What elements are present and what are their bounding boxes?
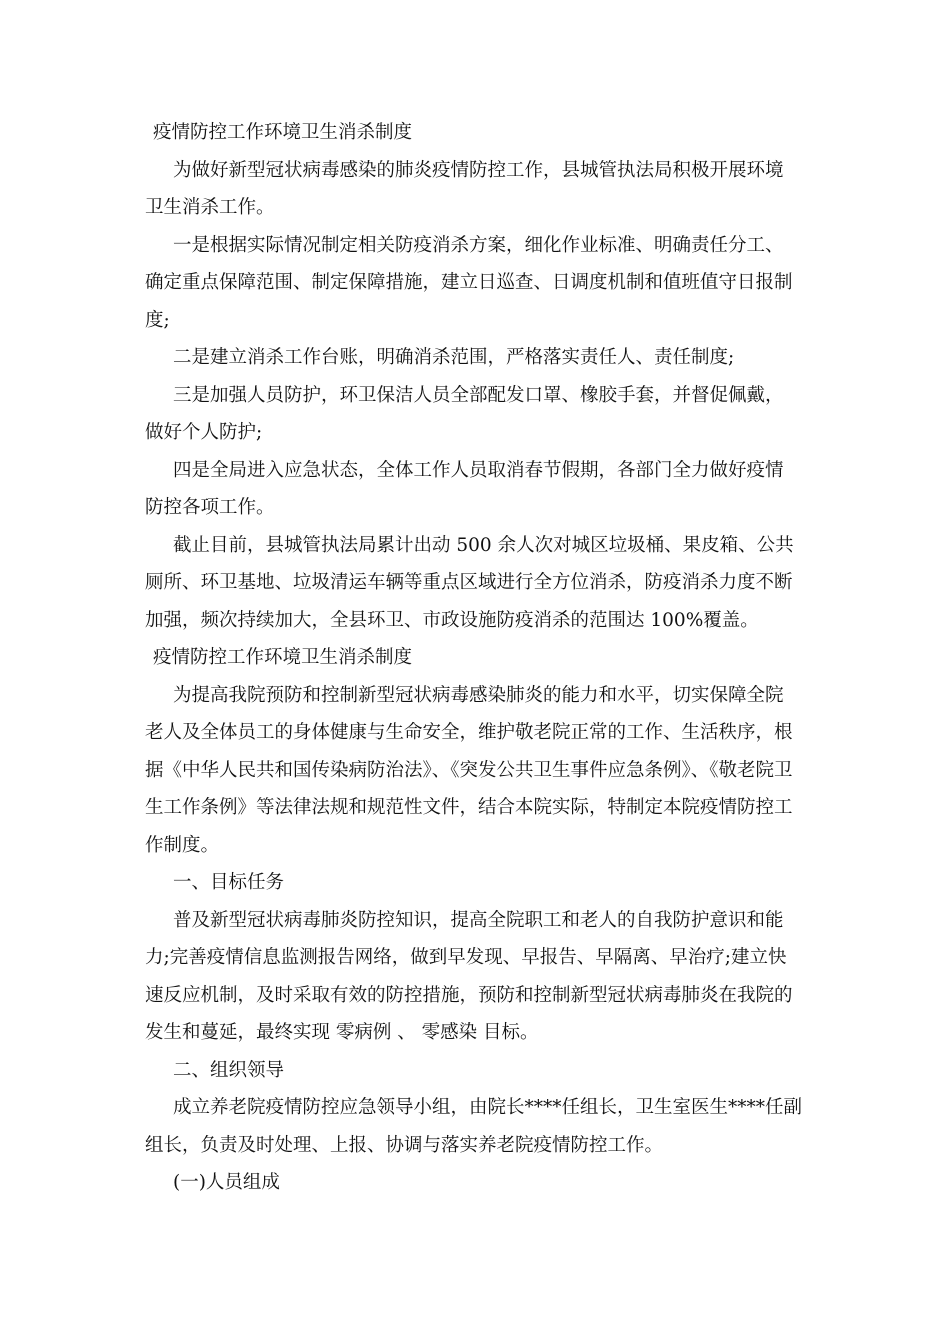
text-line: 厕所、环卫基地、垃圾清运车辆等重点区域进行全方位消杀，防疫消杀力度不断 bbox=[145, 572, 793, 593]
text-line: (一)人员组成 bbox=[173, 1172, 280, 1193]
text-line: 组长，负责及时处理、上报、协调与落实养老院疫情防控工作。 bbox=[145, 1134, 664, 1156]
text-line: 疫情防控工作环境卫生消杀制度 bbox=[153, 647, 413, 668]
text-line: 普及新型冠状病毒肺炎防控知识，提高全院职工和老人的自我防护意识和能 bbox=[173, 909, 784, 931]
text-line: 成立养老院疫情防控应急领导小组，由院长****任组长，卫生室医生****任副 bbox=[173, 1097, 803, 1118]
text-line: 作制度。 bbox=[145, 834, 220, 856]
text-line: 为做好新型冠状病毒感染的肺炎疫情防控工作，县城管执法局积极开展环境 bbox=[173, 159, 784, 181]
text-line: 老人及全体员工的身体健康与生命安全，维护敬老院正常的工作、生活秩序，根 bbox=[145, 722, 793, 743]
text-line: 做好个人防护; bbox=[145, 422, 263, 443]
text-line: 据《中华人民共和国传染病防治法》、《突发公共卫生事件应急条例》、《敬老院卫 bbox=[145, 759, 793, 781]
text-line: 力;完善疫情信息监测报告网络，做到早发现、早报告、早隔离、早治疗;建立快 bbox=[145, 947, 787, 968]
text-line: 二是建立消杀工作台账，明确消杀范围，严格落实责任人、责任制度; bbox=[173, 347, 735, 368]
text-line: 为提高我院预防和控制新型冠状病毒感染肺炎的能力和水平，切实保障全院 bbox=[173, 684, 784, 706]
text-line: 一是根据实际情况制定相关防疫消杀方案，细化作业标准、明确责任分工、 bbox=[173, 234, 784, 256]
text-line: 二、组织领导 bbox=[173, 1059, 285, 1081]
text-line: 疫情防控工作环境卫生消杀制度 bbox=[153, 122, 413, 143]
text-line: 一、目标任务 bbox=[173, 872, 285, 893]
text-line: 速反应机制，及时采取有效的防控措施，预防和控制新型冠状病毒肺炎在我院的 bbox=[145, 984, 793, 1006]
text-line: 确定重点保障范围、制定保障措施，建立日巡查、日调度机制和值班值守日报制 bbox=[145, 272, 793, 293]
text-line: 三是加强人员防护，环卫保洁人员全部配发口罩、橡胶手套，并督促佩戴， bbox=[173, 384, 784, 406]
text-line: 防控各项工作。 bbox=[145, 497, 275, 518]
text-line: 发生和蔓延，最终实现 零病例 、 零感染 目标。 bbox=[145, 1022, 539, 1043]
text-line: 度; bbox=[145, 309, 170, 331]
text-line: 截止目前，县城管执法局累计出动 500 余人次对城区垃圾桶、果皮箱、公共 bbox=[173, 534, 794, 556]
text-line: 加强，频次持续加大，全县环卫、市政设施防疫消杀的范围达 100%覆盖。 bbox=[145, 609, 759, 631]
text-line: 四是全局进入应急状态，全体工作人员取消春节假期，各部门全力做好疫情 bbox=[173, 459, 784, 481]
document-body bbox=[145, 114, 813, 1202]
text-line: 卫生消杀工作。 bbox=[145, 197, 275, 218]
text-line: 生工作条例》等法律法规和规范性文件，结合本院实际，特制定本院疫情防控工 bbox=[145, 797, 793, 818]
